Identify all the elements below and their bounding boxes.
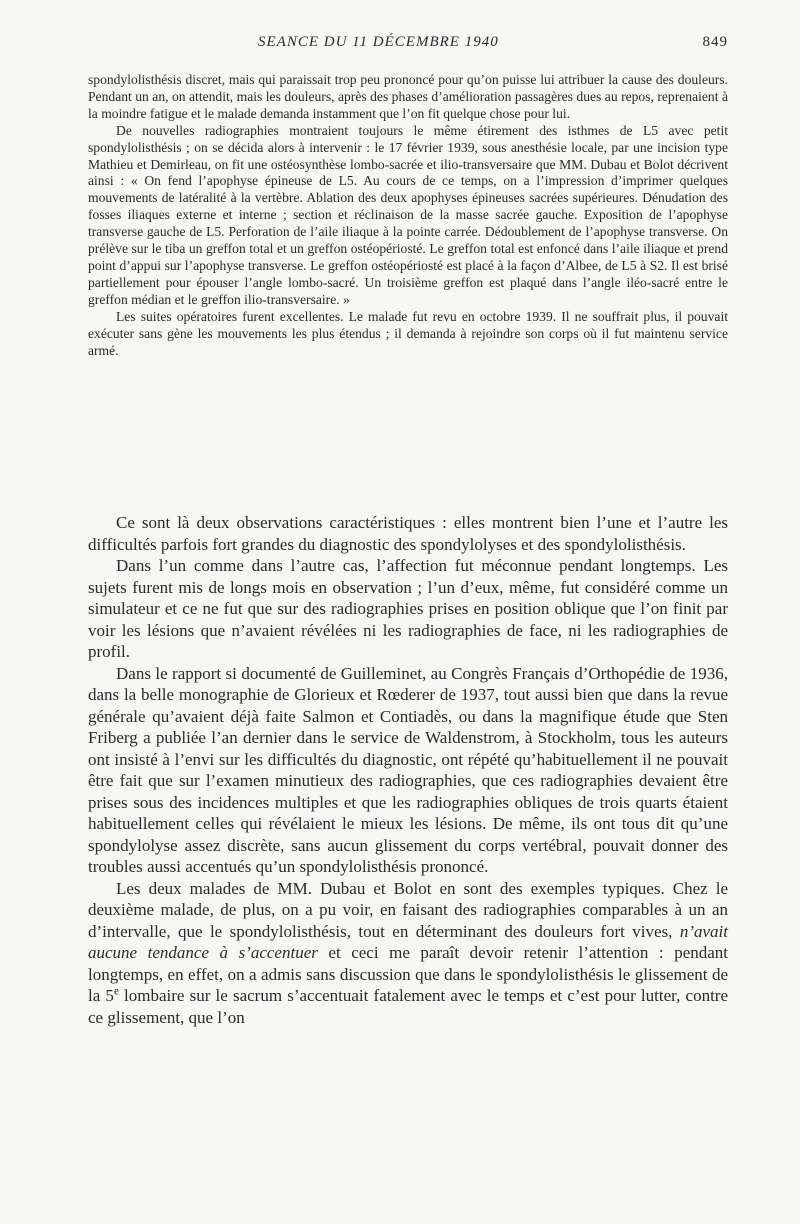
text-run: Les deux malades de MM. Dubau et Bolot en sont des exemples typiques. Chez le deuxième malade, de plus, on a pu voir, en faisant des radiographies comparables à un an d’intervalle, que le spondylolisthésis, tout en déterminant des douleurs fort vives, — [88, 878, 728, 941]
superscript: e — [113, 985, 119, 998]
paragraph: Ce sont là deux observations caractéristiques : elles montrent bien l’une et l’autre les difficultés parfois fort grandes du diagnostic des spondylolyses et des spondylolisthésis. — [88, 513, 728, 554]
running-title: SEANCE DU 11 DÉCEMBRE 1940 — [258, 34, 499, 50]
page-number: 849 — [702, 34, 728, 50]
case-report-continuation — [88, 72, 728, 359]
paragraph: Les suites opératoires furent excellentes. Le malade fut revu en octobre 1939. Il ne souffrait plus, il pouvait exécuter sans gène les mouvements les plus étendus ; il demanda à rejoindre son corps où il fut maintenu service armé. — [88, 308, 728, 358]
page-header — [88, 34, 728, 54]
text-run: et ceci me paraît devoir retenir l’attention : pendant longtemps, en effet, on a admis sans discussion que dans le spondylolisthésis le glissement de la 5 — [88, 943, 729, 1005]
paragraph: De nouvelles radiographies montraient toujours le même étirement des isthmes de L5 avec petit spondylolisthésis ; on se décida alors à intervenir : le 17 février 1939, sous anesthésie locale, par une incision type Mathieu et Demirleau, on fit une ostéosynthèse lombo-sacrée et ilio-transversaire que MM. Dubau et Bolot décrivent ainsi : « On fend l’apophyse épineuse de L5. Au cours de ce temps, on a l’impression d’imprimer quelques mouvements de latéralité à la vertèbre. Ablation des deux apophyses épineuses sacrées supérieures. Dénudation des fosses iliaques externe et interne ; section et réclinaison de la masse sacrée gauche. Exposition de l’apophyse transverse gauche de L5. Perforation de l’aile iliaque à la pointe carrée. Dédoublement de l’apophyse transverse. On prélève sur le tiba un greffon total et un greffon ostéopériosté. Le greffon total est enfoncé dans l’aile iliaque et prend point d’appui sur l’apophyse transverse. Le greffon ostéopériosté est placé à la façon d’Albee, de L5 à S2. Il est brisé partiellement pour épouser l’angle lombo-sacré. Un troisième greffon est plaqué dans l’angle iléo-sacré entre le greffon médian et le greffon ilio-transversaire. » — [88, 122, 728, 307]
paragraph — [88, 878, 728, 1029]
paragraph: Dans le rapport si documenté de Guilleminet, au Congrès Français d’Orthopédie de 1936, dans la belle monographie de Glorieux et Rœderer de 1937, tout aussi bien que dans la revue générale qu’avaient déjà faite Salmon et Contiadès, ou dans la magnifique étude que Sten Friberg a publiée l’an dernier dans le service de Waldenstrom, à Stockholm, tous les auteurs ont insisté à l’envi sur les difficultés du diagnostic, ont répété qu’habituellement il ne pouvait être fait que sur l’examen minutieux des radiographies, que ces radiographies devaient être prises sous des incidences multiples et que les radiographies obliques de trois quarts étaient habituellement celles qui révélaient le mieux les lésions. De même, ils ont tous dit qu’une spondylolyse assez discrète, sans aucun glissement du corps vertébral, pouvait donner des troubles aussi accentués qu’un spondylolisthésis prononcé. — [88, 663, 728, 876]
paragraph: spondylolisthésis discret, mais qui paraissait trop peu prononcé pour qu’on puisse lui attribuer la cause des douleurs. Pendant un an, on attendit, mais les douleurs, après des phases d’amélioration passagères dues au repos, reprenaient à la moindre fatigue et le malade demanda instamment que l’on fit quelque chose pour lui. — [88, 72, 728, 121]
discussion-section — [88, 512, 728, 1028]
emphasized-text: n’avait aucune tendance à s’accentuer — [88, 921, 728, 962]
paragraph: Dans l’un comme dans l’autre cas, l’affection fut méconnue pendant longtemps. Les sujets furent mis de longs mois en observation ; l’un d’eux, même, fut considéré comme un simulateur et ce ne fut que sur des radiographies prises en position oblique que l’on finit par voir les lésions que n’avaient révélées ni les radiographies de face, ni les radiographies de profil. — [88, 556, 728, 661]
text-run: lombaire sur le sacrum s’accentuait fatalement avec le temps et c’est pour lutter, contre ce glissement, que l’on — [88, 986, 728, 1027]
